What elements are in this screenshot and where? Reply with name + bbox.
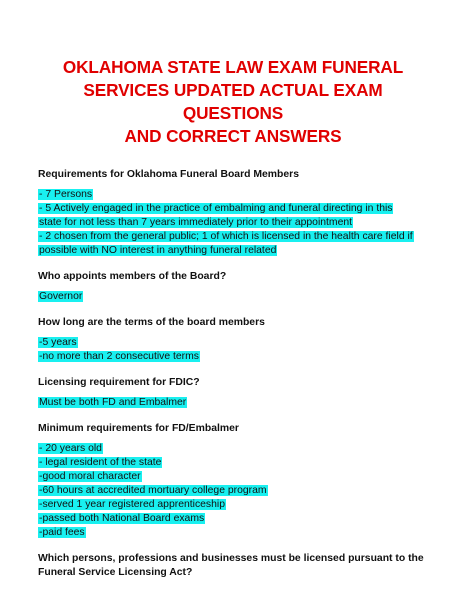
answer-block: [38, 336, 428, 364]
question-line: Funeral Service Licensing Act?: [38, 567, 193, 578]
question-line: Which persons, professions and businesses must be licensed pursuant to the: [38, 553, 424, 564]
answer-line: -served 1 year registered apprenticeship: [39, 499, 225, 510]
qa-block-board-members: [38, 168, 428, 258]
question-text: Minimum requirements for FD/Embalmer: [38, 423, 239, 434]
answer-line: -5 years: [39, 337, 77, 348]
answer-line: - 2 chosen from the general public; 1 of which is licensed in the health care field if: [39, 231, 413, 242]
answer-block: [38, 188, 428, 258]
answer-line: - legal resident of the state: [39, 457, 162, 468]
answer-line: Must be both FD and Embalmer: [39, 397, 187, 408]
question-text: How long are the terms of the board members: [38, 317, 265, 328]
answer-line: -passed both National Board exams: [39, 513, 205, 524]
question-text: Who appoints members of the Board?: [38, 271, 227, 282]
qa-block-fdic: [38, 376, 428, 410]
answer-line: - 5 Actively engaged in the practice of embalming and funeral directing in this: [39, 203, 393, 214]
answer-block: [38, 290, 428, 304]
document-title: [38, 56, 428, 148]
answer-block: [38, 442, 428, 540]
qa-block-terms: [38, 316, 428, 364]
answer-line: Governor: [39, 291, 83, 302]
answer-line: - 7 Persons: [39, 189, 93, 200]
answer-block: [38, 396, 428, 410]
answer-line: - 20 years old: [39, 443, 102, 454]
answer-line: -60 hours at accredited mortuary college program: [39, 485, 267, 496]
question-text: [38, 552, 428, 580]
question-text: Requirements for Oklahoma Funeral Board Members: [38, 169, 299, 180]
qa-block-appoints: [38, 270, 428, 304]
title-line-3: AND CORRECT ANSWERS: [124, 126, 342, 146]
answer-line: -no more than 2 consecutive terms: [39, 351, 199, 362]
answer-line: possible with NO interest in anything funeral related: [39, 245, 277, 256]
title-line-1: OKLAHOMA STATE LAW EXAM FUNERAL: [62, 57, 404, 77]
answer-line: -paid fees: [39, 527, 85, 538]
title-line-2: SERVICES UPDATED ACTUAL EXAM QUESTIONS: [83, 80, 383, 123]
qa-block-licensing-act: [38, 552, 428, 580]
answer-line: state for not less than 7 years immediately prior to their appointment: [39, 217, 353, 228]
qa-block-min-requirements: [38, 422, 428, 540]
answer-line: -good moral character: [39, 471, 141, 482]
question-text: Licensing requirement for FDIC?: [38, 377, 200, 388]
